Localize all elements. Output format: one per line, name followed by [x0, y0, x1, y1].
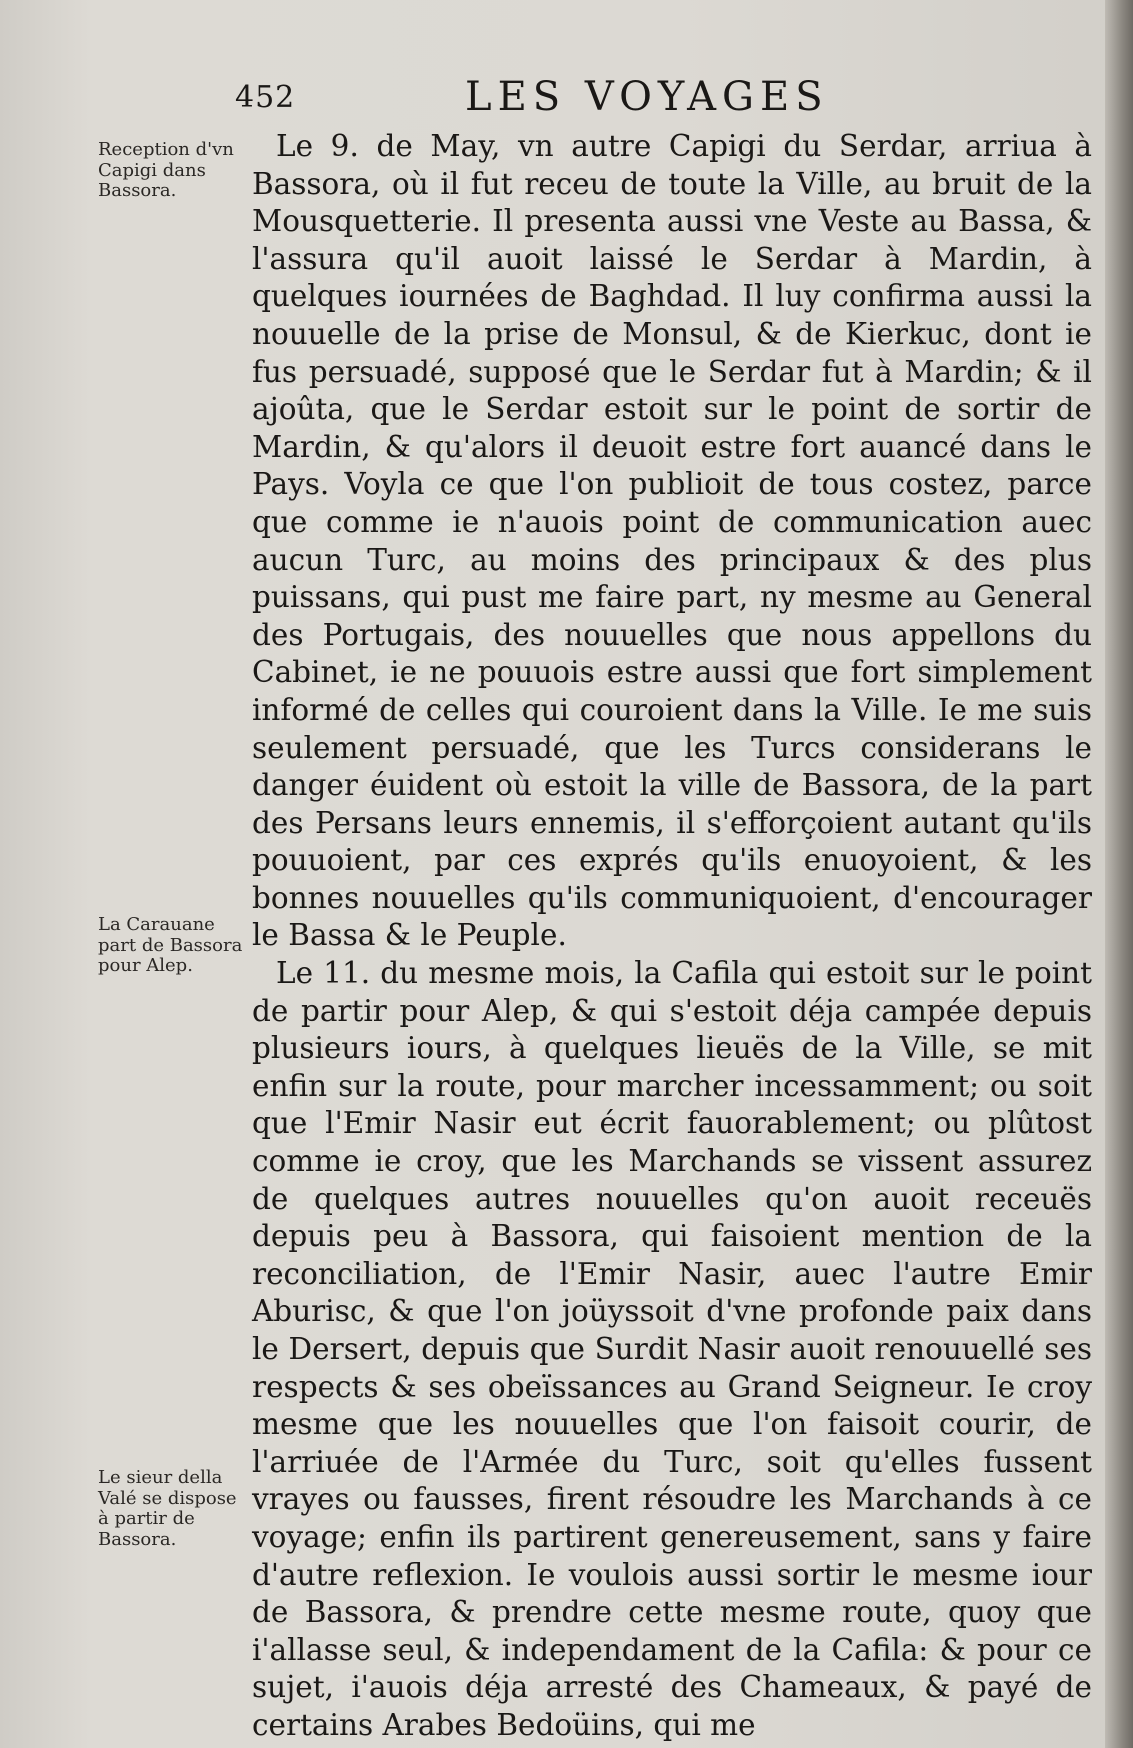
paragraph-1: Le 9. de May, vn autre Capigi du Serdar, arriua à Bassora, où il fut receu de toute la Ville, au bruit de la Mousquetterie. Il presenta aussi vne Veste au Bassa, & l'assura qu'il auoit laissé le Serdar à Mardin, à quelques iournées de Baghdad. Il luy confirma aussi la nouuelle de la prise de Monsul, & de Kierkuc, dont ie fus persuadé, supposé que le Serdar fut à Mardin; & il ajoûta, que le Serdar estoit sur le point de sortir de Mardin, & qu'alors il deuoit estre fort auancé dans le Pays. Voyla ce que l'on publioit de tous costez, parce que comme ie n'auois point de communication auec aucun Turc, au moins des principaux & des plus puissans, qui pust me faire part, ny mesme au General des Portugais, des nouuelles que nous appellons du Cabinet, ie ne pouuois estre aussi que fort simplement informé de celles qui couroient dans la Ville. Ie me suis seulement persuadé, que les Turcs considerans le danger éuident où estoit la ville de Bassora, de la part des Persans leurs ennemis, il s'efforçoient autant qu'ils pouuoient, par ces exprés qu'ils enuoyoient, & les bonnes nouuelles qu'ils communiquoient, d'encourager le Bassa & le Peuple. [252, 129, 1092, 953]
page-number: 452 [235, 80, 296, 115]
paragraph-2: Le 11. du mesme mois, la Cafila qui estoit sur le point de partir pour Alep, & qui s'estoit déja campée depuis plusieurs iours, à quelques lieuës de la Ville, se mit enfin sur la route, pour marcher incessamment; ou soit que l'Emir Nasir eut écrit fauorablement; ou plûtost comme ie croy, que les Marchands se vissent assurez de quelques autres nouuelles qu'on auoit receuës depuis peu à Bassora, qui faisoient mention de la reconciliation, de l'Emir Nasir, auec l'autre Emir Aburisc, & que l'on joüyssoit d'vne profonde paix dans le Dersert, depuis que Surdit Nasir auoit renouuellé ses respects & ses obeïssances au Grand Seigneur. Ie croy mesme que les nouuelles que l'on faisoit courir, de l'arriuée de l'Armée du Turc, soit qu'elles fussent vrayes ou fausses, firent résoudre les Marchands à ce voyage; enfin ils partirent genereusement, sans y faire d'autre reflexion. Ie voulois aussi sortir le mesme iour de Bassora, & prendre cette mesme route, quoy que i'allasse seul, & independament de la Cafila: & pour ce sujet, i'auois déja arresté des Chameaux, & payé de certains Arabes Bedoüins, qui me [252, 956, 1092, 1742]
margin-note-carauane: La Carauane part de Bassora pour Alep. [98, 914, 243, 976]
page-header [235, 74, 1095, 124]
margin-note-reception: Reception d'vn Capigi dans Bassora. [98, 139, 234, 201]
running-title: LES VOYAGES [465, 74, 829, 120]
book-spine-shadow [1105, 0, 1133, 1748]
body-text [252, 128, 1092, 1745]
margin-note-della-vale: Le sieur della Valé se dispose à partir de Bassora. [98, 1467, 237, 1550]
